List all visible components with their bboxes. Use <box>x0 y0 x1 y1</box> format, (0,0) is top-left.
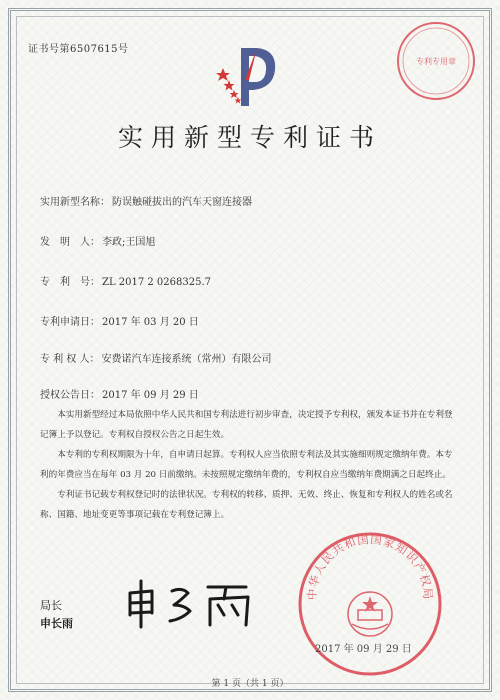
model-name-value: 防误触碰拔出的汽车天窗连接器 <box>112 197 252 208</box>
national-emblem-icon <box>348 592 392 636</box>
inventor-label: 发 明 人： <box>40 237 100 248</box>
filing-date-label: 专利申请日： <box>40 317 100 328</box>
issue-date: 2017 年 09 月 29 日 <box>315 644 412 655</box>
body-paragraph: 本实用新型经过本局依照中华人民共和国专利法进行初步审查，决定授予专利权，颁发本证书并在专利登记簿上予以登记。专利权自授权公告之日起生效。 <box>40 410 453 440</box>
cnipa-logo <box>205 40 295 110</box>
patentee-label: 专 利 权 人： <box>40 354 100 365</box>
director-signature <box>120 575 270 630</box>
model-name-label: 实用新型名称： <box>40 197 110 208</box>
filing-date-value: 2017 年 03 月 20 日 <box>102 317 199 328</box>
field-patent-number <box>40 273 211 288</box>
patent-number-label: 专 利 号： <box>40 277 100 288</box>
certificate-body <box>40 405 460 525</box>
inventor-value: 李政;王国旭 <box>102 237 156 248</box>
field-filing-date <box>40 313 199 328</box>
page-title: 实用新型专利证书 <box>117 123 382 152</box>
patent-number-value: ZL 2017 2 0268325.7 <box>102 277 212 288</box>
national-seal-text: 中华人民共和国国家知识产权局 <box>304 532 436 601</box>
grant-date-value: 2017 年 09 月 29 日 <box>102 390 199 401</box>
director-title: 局长 <box>40 599 62 612</box>
page-number: 第 1 页（共 1 页） <box>211 679 289 689</box>
field-inventor <box>40 233 155 248</box>
top-seal-text: 专利专用章 <box>416 57 456 66</box>
national-seal <box>296 530 444 678</box>
body-paragraph: 本专利的专利权期限为十年，自申请日起算。专利权人应当依照专利法及其实施细则规定缴纳年费。本专利的年费应当在每年 03 月 20 日前缴纳。未按照规定缴纳年费的，专利权自应当缴纳年费期满之日起终止。 <box>40 450 453 480</box>
director-name: 申长雨 <box>40 617 73 630</box>
body-paragraph: 专利证书记载专利权登记时的法律状况。专利权的转移、质押、无效、终止、恢复和专利权人的姓名或名称、国籍、地址变更等事项记载在专利登记簿上。 <box>40 490 453 520</box>
grant-date-label: 授权公告日： <box>40 390 100 401</box>
field-patentee <box>40 350 272 365</box>
certificate-number: 证书号第6507615号 <box>28 44 129 55</box>
top-seal <box>395 20 477 102</box>
field-grant-date <box>40 386 199 401</box>
field-model-name <box>40 193 252 208</box>
patentee-value: 安费诺汽车连接系统（常州）有限公司 <box>101 354 272 365</box>
